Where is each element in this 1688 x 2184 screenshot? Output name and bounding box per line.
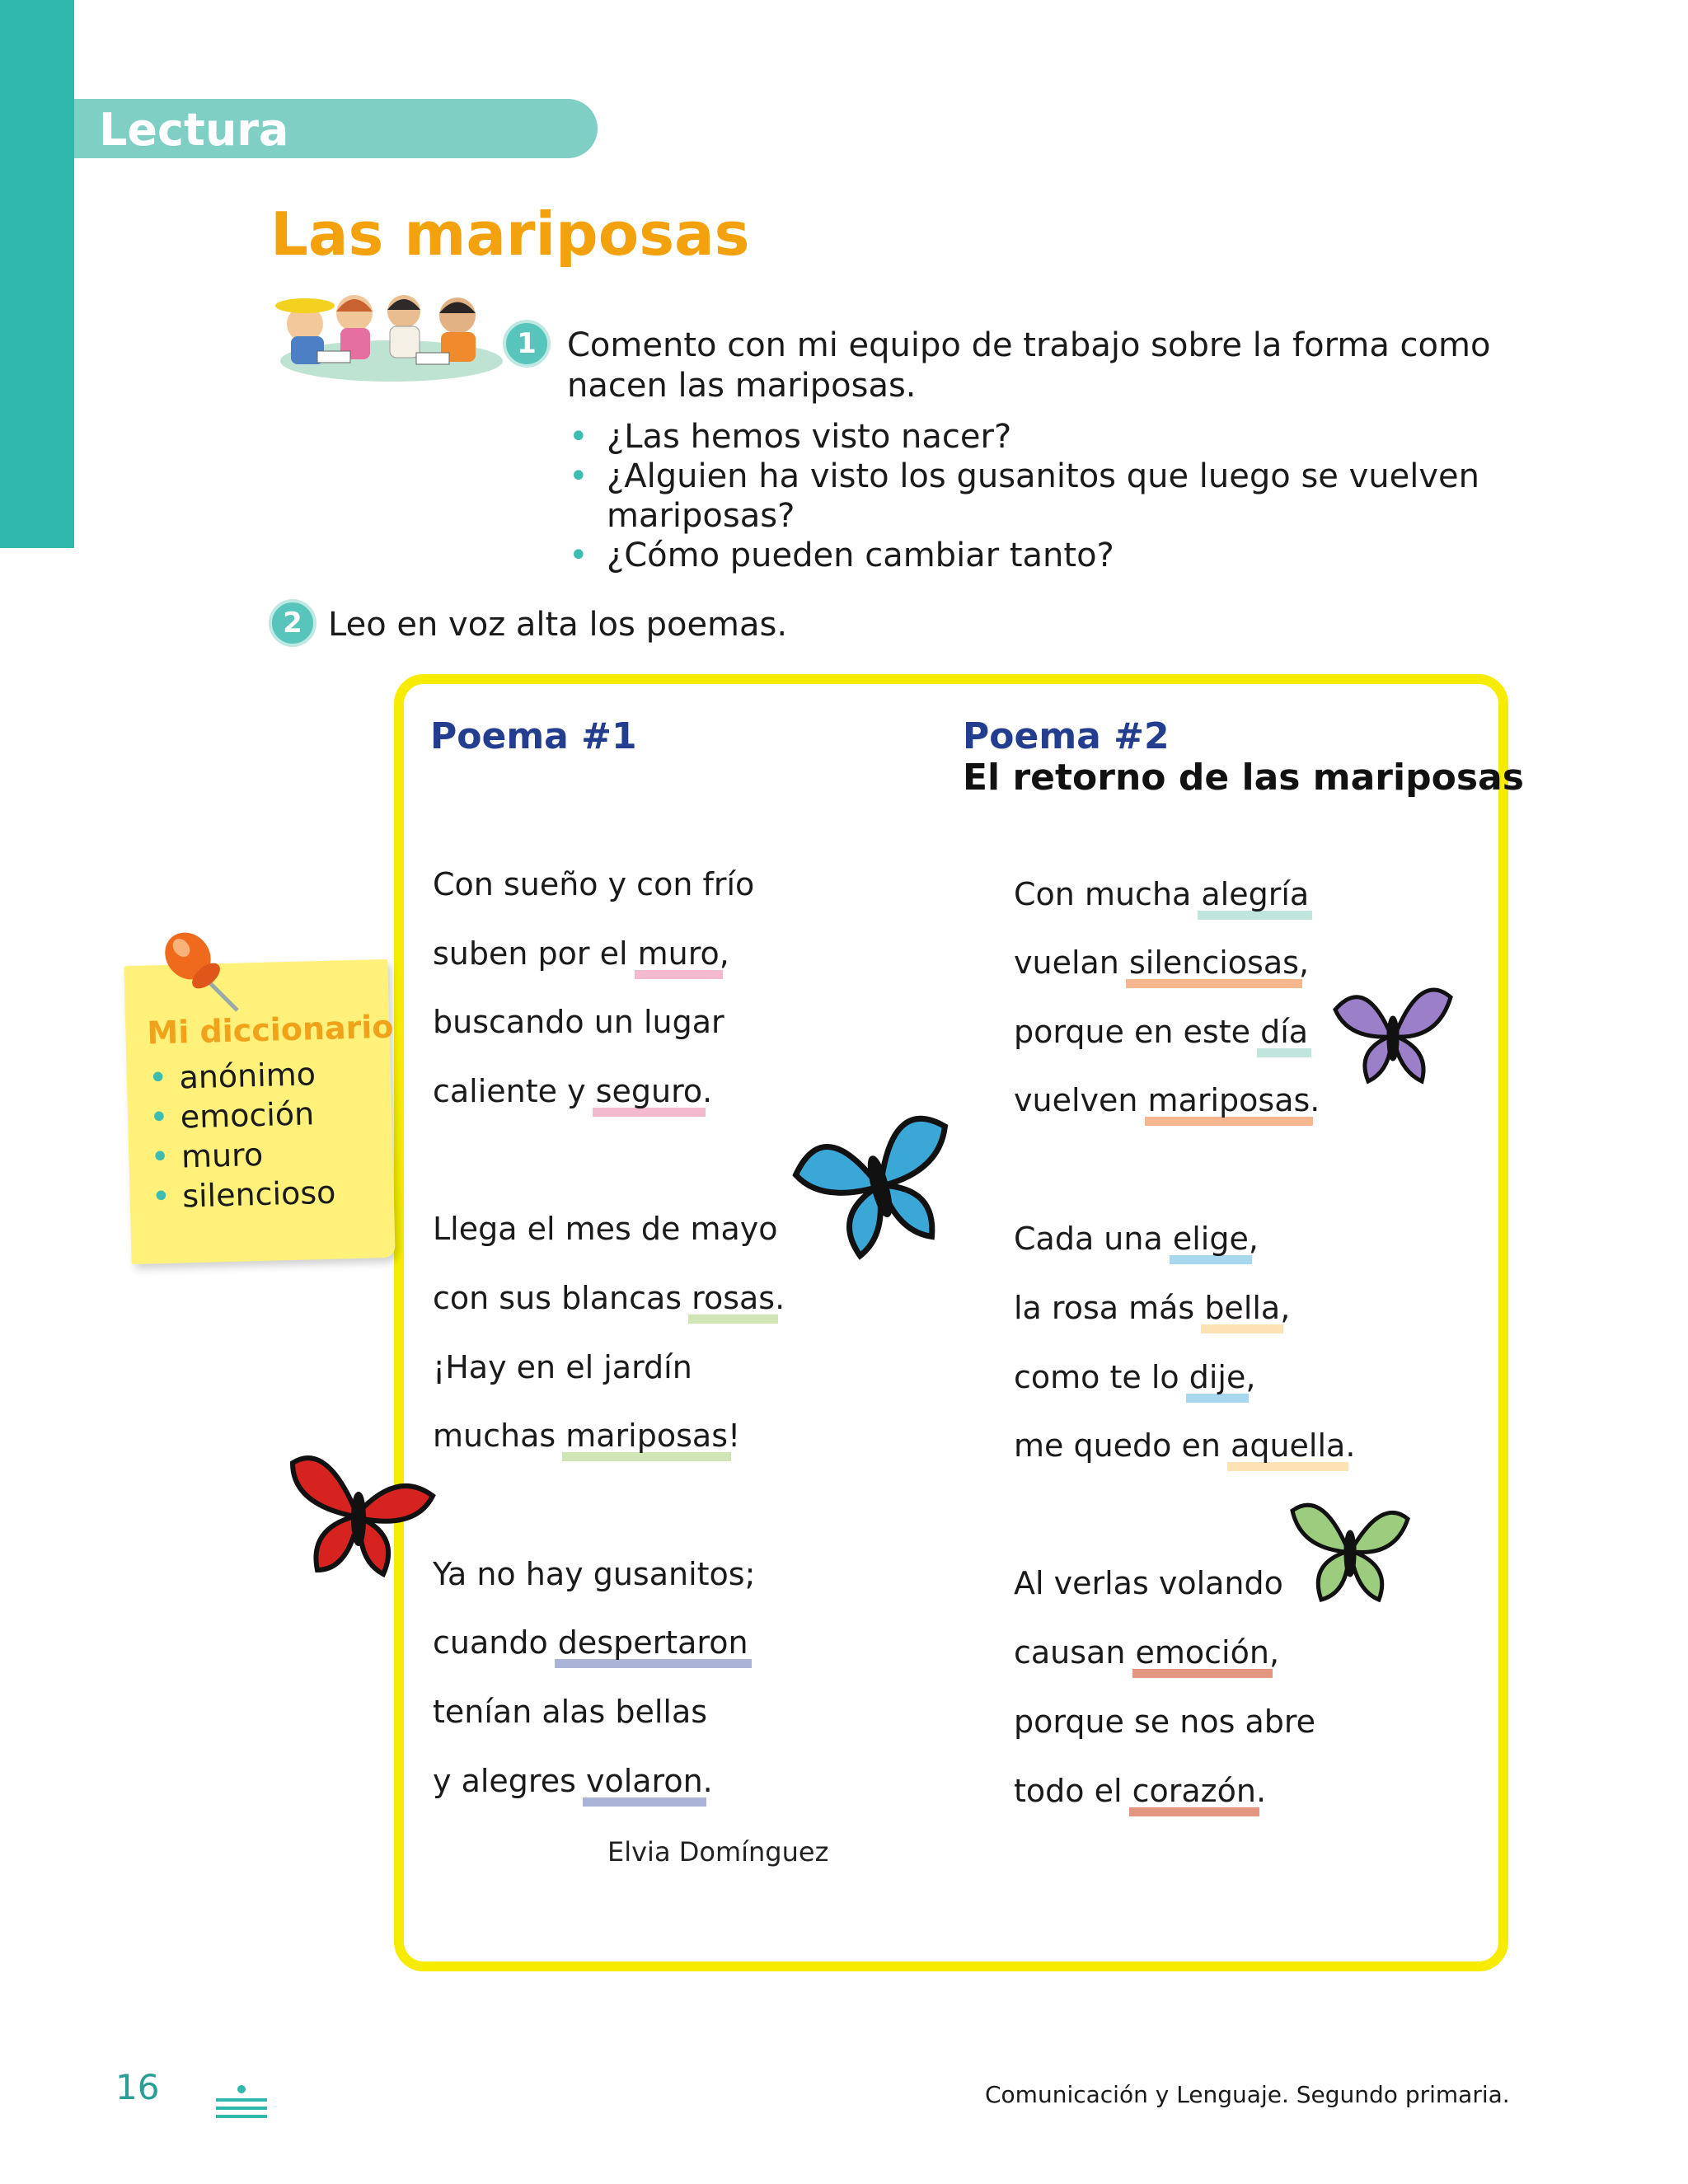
poem1-line (433, 864, 754, 905)
book-menu-icon (216, 2085, 267, 2121)
line-text: tenían alas bellas (433, 1694, 708, 1730)
line-text: buscando un lugar (433, 1004, 724, 1040)
poem2-line (1014, 874, 1309, 915)
line-text: Con mucha (1014, 876, 1202, 912)
line-text: Al verlas volando (1014, 1565, 1283, 1601)
vocab-highlight: seguro (593, 1075, 706, 1117)
line-text: ¡Hay en el jardín (433, 1349, 692, 1385)
vocab-highlight: mariposas (1145, 1084, 1314, 1126)
line-text: como te lo (1014, 1359, 1189, 1395)
line-text: caliente y (433, 1073, 596, 1109)
poem1-line (433, 1208, 778, 1249)
poem1-line (433, 1415, 740, 1456)
poem2-line (1014, 1425, 1355, 1466)
line-text: cuando (433, 1624, 558, 1661)
side-color-bar (0, 0, 74, 548)
dictionary-word: anónimo (178, 1056, 316, 1096)
bullet-dot-icon: • (149, 1137, 171, 1177)
poem1-line (433, 1277, 785, 1319)
bullet-text: ¿Alguien ha visto los gusanitos que luego se vuelven (607, 457, 1479, 495)
poem1-line (433, 1691, 707, 1732)
poem1-line (433, 933, 729, 974)
vocab-highlight: volaron (583, 1765, 706, 1807)
poem1-line (433, 1760, 713, 1802)
vocab-highlight: elige (1170, 1222, 1252, 1264)
vocab-highlight: bella (1201, 1291, 1283, 1333)
line-punct: . (702, 1763, 713, 1799)
dictionary-word: emoción (180, 1095, 315, 1136)
line-text: porque se nos abre (1014, 1704, 1316, 1740)
line-punct: . (702, 1073, 713, 1109)
bullet-text: ¿Las hemos visto nacer? (607, 418, 1012, 456)
section-label: Lectura (99, 104, 289, 156)
bullet-dot-icon: • (148, 1058, 169, 1098)
activity-1-text-line1: Comento con mi equipo de trabajo sobre la forma como (567, 326, 1491, 364)
poem2-line (1014, 942, 1309, 983)
line-text: Llega el mes de mayo (433, 1211, 778, 1247)
bullet-text-continued: mariposas? (607, 497, 795, 535)
poem2-line (1014, 1287, 1290, 1329)
vocab-highlight: silenciosas (1126, 946, 1302, 988)
activity-2-text: Leo en voz alta los poemas. (328, 606, 788, 644)
butterfly-blue-icon (791, 1096, 964, 1261)
vocab-highlight: alegría (1198, 878, 1312, 920)
pushpin-icon (155, 925, 246, 1015)
line-text: Con sueño y con frío (433, 866, 755, 902)
line-punct: , (1268, 1634, 1280, 1671)
bullet-dot-icon: • (569, 418, 588, 456)
page-number: 16 (115, 2067, 160, 2107)
vocab-highlight: dije (1186, 1361, 1250, 1403)
poem1-line (433, 1622, 748, 1663)
dictionary-item (150, 1136, 264, 1177)
book-title-footer: Comunicación y Lenguaje. Segundo primaria. (985, 2081, 1510, 2108)
butterfly-green-icon (1288, 1486, 1412, 1605)
line-punct: . (1310, 1082, 1320, 1118)
vocab-highlight: emoción (1132, 1636, 1273, 1678)
poem2-line (1014, 1701, 1315, 1742)
line-punct: . (775, 1280, 785, 1316)
poem2-line (1014, 1218, 1259, 1259)
line-text: con sus blancas (433, 1280, 692, 1316)
line-text: y alegres (433, 1763, 586, 1799)
line-punct: , (1280, 1290, 1291, 1326)
dictionary-word: silencioso (181, 1174, 336, 1215)
poem1-author: Elvia Domínguez (607, 1836, 829, 1868)
bullet-item (569, 536, 588, 575)
poem2-line (1014, 1011, 1308, 1052)
poem1-line (433, 1071, 712, 1112)
poem2-heading: Poema #2 (963, 715, 1170, 757)
line-punct: , (719, 935, 729, 972)
line-punct: ! (728, 1418, 741, 1454)
line-text: vuelven (1014, 1082, 1148, 1118)
vocab-highlight: mariposas (562, 1419, 731, 1461)
vocab-highlight: muro (635, 937, 723, 979)
line-text: causan (1014, 1634, 1136, 1671)
poem2-line (1014, 1563, 1283, 1604)
bullet-dot-icon: • (148, 1098, 170, 1137)
vocab-highlight: despertaron (555, 1626, 752, 1668)
bullet-item (569, 457, 588, 496)
line-punct: , (1248, 1221, 1259, 1257)
vocab-highlight: día (1257, 1015, 1311, 1057)
vocab-highlight: aquella (1227, 1429, 1348, 1471)
poem2-line (1014, 1080, 1320, 1121)
activity-1-text-line2: nacen las mariposas. (567, 367, 917, 405)
line-punct: . (1345, 1427, 1356, 1464)
dictionary-word: muro (181, 1136, 264, 1175)
page-title: Las mariposas (270, 199, 750, 269)
bullet-text: ¿Cómo pueden cambiar tanto? (607, 537, 1114, 574)
line-text: todo el (1014, 1773, 1132, 1809)
dictionary-item (151, 1174, 336, 1216)
line-punct: , (1298, 944, 1310, 981)
line-text: Ya no hay gusanitos; (433, 1556, 756, 1592)
dictionary-title: Mi diccionario (146, 1008, 394, 1052)
bullet-dot-icon: • (569, 537, 588, 574)
poem2-line (1014, 1357, 1255, 1398)
line-punct: . (1255, 1773, 1267, 1809)
activity-2-number: 2 (269, 599, 316, 647)
bullet-item (569, 417, 588, 457)
activity-1-number: 1 (503, 320, 551, 368)
line-text: muchas (433, 1418, 566, 1454)
line-text: Cada una (1014, 1221, 1173, 1257)
line-punct: , (1245, 1359, 1256, 1395)
poem2-subtitle: El retorno de las mariposas (963, 757, 1524, 799)
line-text: porque en este (1014, 1014, 1261, 1050)
dictionary-item (149, 1094, 315, 1137)
poem1-heading: Poema #1 (430, 715, 637, 757)
poem2-line (1014, 1632, 1279, 1673)
vocab-highlight: rosas (688, 1282, 778, 1324)
poem1-line (433, 1554, 755, 1595)
butterfly-purple-icon (1331, 972, 1455, 1088)
children-reading-illustration (268, 279, 503, 386)
poem2-line (1014, 1770, 1266, 1811)
poem1-line (433, 1347, 692, 1388)
dictionary-item (148, 1055, 316, 1097)
butterfly-red-icon (284, 1438, 437, 1582)
line-text: me quedo en (1014, 1427, 1231, 1464)
poem1-line (433, 1001, 724, 1043)
line-text: suben por el (433, 935, 638, 972)
vocab-highlight: corazón (1129, 1774, 1259, 1816)
line-text: la rosa más (1014, 1290, 1205, 1326)
bullet-dot-icon: • (569, 457, 588, 495)
bullet-dot-icon: • (151, 1177, 171, 1216)
section-tab (74, 99, 598, 158)
line-text: vuelan (1014, 944, 1129, 981)
